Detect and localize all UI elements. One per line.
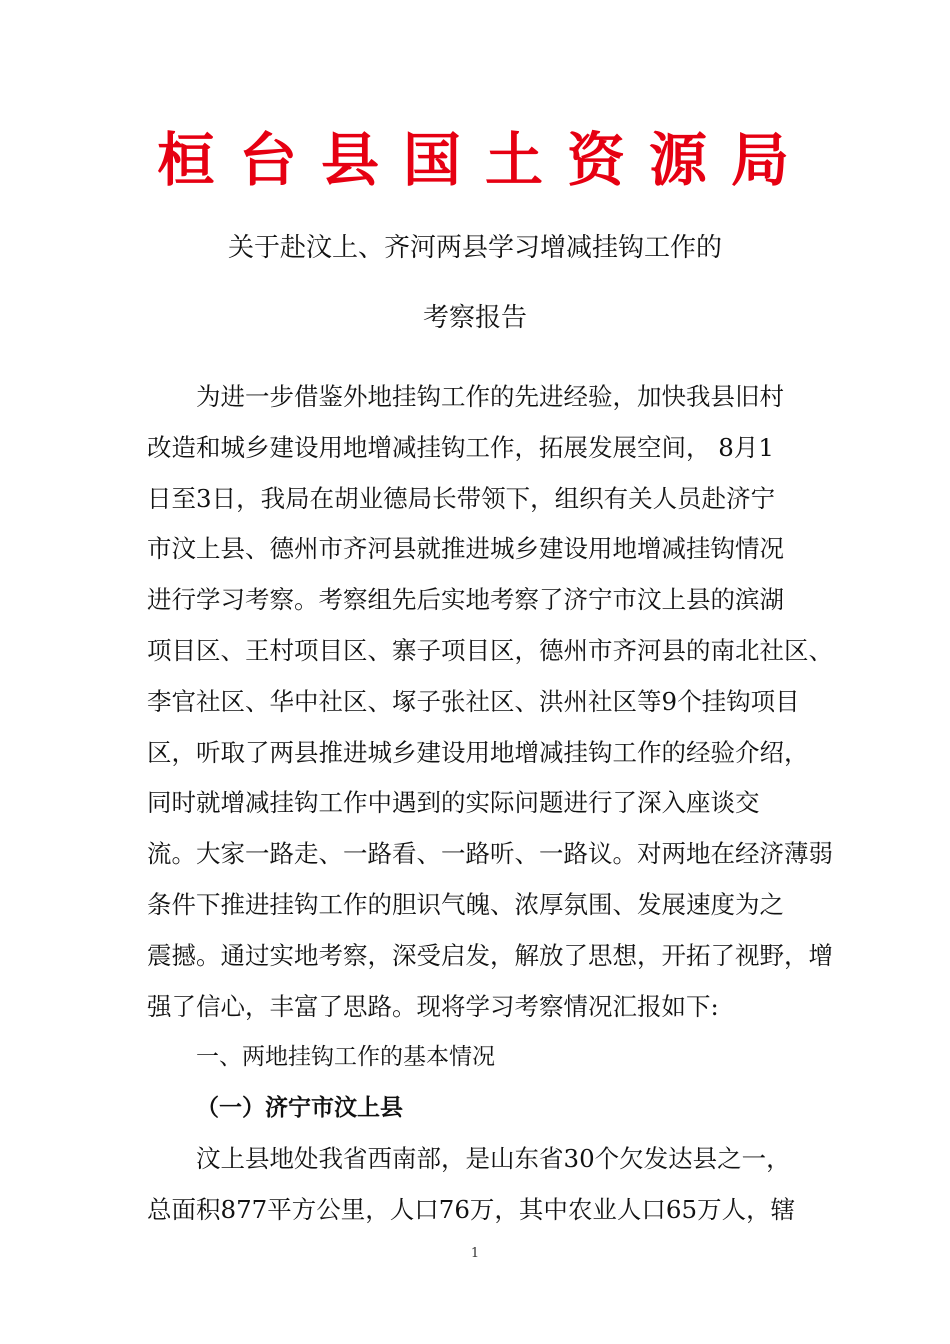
body-line: 总面积877平方公里，人口76万，其中农业人口65万人，辖 xyxy=(147,1194,796,1224)
body-line: 条件下推进挂钩工作的胆识气魄、浓厚氛围、发展速度为之 xyxy=(147,889,784,919)
body-line: 汶上县地处我省西南部，是山东省30个欠发达县之一， xyxy=(196,1143,791,1173)
body-line: 为进一步借鉴外地挂钩工作的先进经验，加快我县旧村 xyxy=(196,382,784,411)
agency-title: 桓台县国土资源局 xyxy=(156,126,813,194)
body-line: 李官社区、华中社区、塚子张社区、洪州社区等9个挂钩项目 xyxy=(147,686,800,716)
section-heading-2: （一）济宁市汶上县 xyxy=(196,1095,403,1122)
report-title-line-1: 关于赴汶上、齐河两县学习增减挂钩工作的 xyxy=(227,233,722,263)
report-title-line-2: 考察报告 xyxy=(422,303,527,333)
body-line: 改造和城乡建设用地增减挂钩工作，拓展发展空间， 8月1 xyxy=(147,432,774,462)
body-line: 进行学习考察。考察组先后实地考察了济宁市汶上县的滨湖 xyxy=(147,585,784,615)
body-line: 项目区、王村项目区、寨子项目区，德州市齐河县的南北社区、 xyxy=(147,635,833,665)
body-line: 区，听取了两县推进城乡建设用地增减挂钩工作的经验介绍， xyxy=(147,737,809,767)
body-line: 强了信心，丰富了思路。现将学习考察情况汇报如下: xyxy=(147,991,719,1021)
body-line: 市汶上县、德州市齐河县就推进城乡建设用地增减挂钩情况 xyxy=(147,534,784,564)
body-line: 流。大家一路走、一路看、一路听、一路议。对两地在经济薄弱 xyxy=(147,839,833,869)
section-heading-1: 一、两地挂钩工作的基本情况 xyxy=(196,1044,495,1071)
body-line: 日至3日，我局在胡业德局长带领下，组织有关人员赴济宁 xyxy=(147,483,776,513)
report-body xyxy=(147,372,833,1236)
body-line: 震撼。通过实地考察，深受启发，解放了思想，开拓了视野，增 xyxy=(147,940,833,970)
body-line: 同时就增减挂钩工作中遇到的实际问题进行了深入座谈交 xyxy=(147,788,760,818)
page-number: 1 xyxy=(470,1246,480,1261)
